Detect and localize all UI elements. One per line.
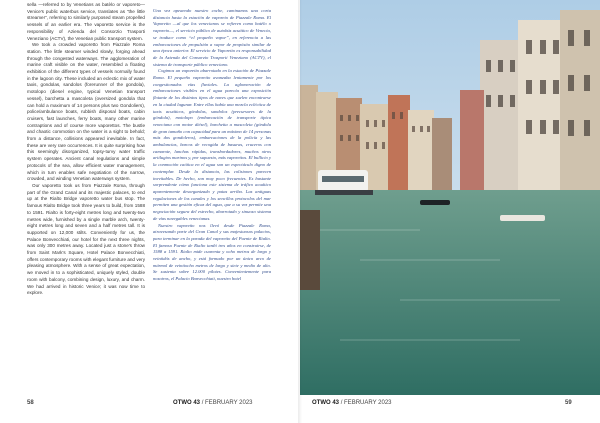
english-paragraph-2: We took a crowded vaporetto from Piazzale Roma station. The little steamer winded slowly, forging ahead through the congested waterways. The agglomeration of marine craft visible on the water, resembled a floating exhibition of the different types of vessels normally found in the lagoon city. These included an eclectic mix of water taxis, gondolas, sandolos (forerunner of the gondola), motolopo (diesel engine, typical Venetian transport vessel), barchetta a mascoleta (oversized gondola that can hold a maximum of 14 persons plus two Gondoliers), police/ambulance boats, rubbish disposal boats, cabin cruisers, fast launches, ferry boats, many other marine contraptions and of course more vaporettos. The bustle and chaotic commotion on the water is a sight to behold; from a distance, collisions appeared inevitable. In fact, these are very rare occurrences. It is quite surprising how this seemingly disorganized, topsy-turvy water traffic system operates. Ancient canal regulations and simple protocols of the sea, allow efficient water management, which in turn enables safe negotiation of the narrow, crowded, and winding Venetian waterways system. — [27, 42, 145, 182]
page-gutter — [298, 0, 302, 423]
spanish-article-column — [153, 8, 271, 368]
english-paragraph-1: sella —referred to by Venetians as batèlo or vaporeto— Venice's public waterbus service, translates as “the little streamer”, referring to similarly purposed steam propelled vessels of an earlier era. The vaporetto service is the responsibility of Azienda del Consorzio Trasporti Veneziano (ACTV), the Venetian public transport system. — [27, 2, 145, 41]
spanish-paragraph-3: Nuestro vaporetto nos llevó desde Piazzale Roma, atravesando parte del Gran Canal y sus majestuosos palacios, para terminar en la parada del vaporetto del Puente de Rialto. El famoso Puente de Rialto tardó tres años en construirse, de 1588 a 1591. Rialto mide cuarenta y ocho metros de largo y veintidós de ancho, y está formado por un único arco de mármol de veintiocho metros de largo y siete y medio de alto. Se sustenta sobre 12.000 pilotes. Convenientemente para nosotros, el Palacio Bonvecchiati, nuestro hotel — [153, 222, 271, 282]
english-article-column — [27, 2, 145, 411]
spanish-paragraph-2: Cogimos un vaporetto abarrotado en la estación de Piazzale Roma. El pequeño vaporetto avanzaba lentamente por los congestionados vías fluviales. La aglomeración de embarcaciones visibles en el agua parecía una exposición flotante de los distintos tipos de naves que suelen encontrarse en la ciudad lagunar. Entre ellas había una mezcla ecléctica de taxis acuáticos, góndolas, sandolos (precursores de la góndola), motolopo (embarcación de transporte típica veneciana con motor diésel), barchetta a mascoleta (góndola de gran tamaño con capacidad para un máximo de 14 personas más dos gondoleros), embarcaciones de la policía y las ambulancias, barcos de recogida de basuras, cruceros con camarote, lanchas rápidas, transbordadores, muchos otros artilugios marinos y, por supuesto, más vaporettos. El bullicio y la conmoción caótica en el agua son un espectáculo digno de contemplar. Desde la distancia, las colisiones parecen inevitables. De hecho, son muy poco frecuentes. Es bastante sorprendente cómo funciona este sistema de tráfico acuático aparentemente desorganizado y patas arriba. Las antiguas regulaciones de los canales y los sencillos protocolos del mar permiten una gestión eficaz del agua, que a su vez permite una negociación segura del estrecho, abarrotado y sinuoso sistema de vías navegables venecianas. — [153, 68, 271, 221]
spanish-paragraph-1: Una vez apeaendo nuestro coche, caminamos una corta distancia hasta la estación de vaporeto de Piazzale Roma. El Vaporetto —al que los venecianos se refieren como batèlo o vaporeto—, el servicio público de autobús acuático de Venecia, se traduce como “el pequeño vapor”, en referencia a las embarcaciones de propulsión a vapor de propósito similar de una época anterior. El servicio de Vaporetto es responsabilidad de la Azienda del Consorzio Trasporti Veneziano (ACTV), el sistema de transporte público veneciano. — [153, 8, 271, 67]
page-number-left: 58 — [27, 400, 34, 406]
footer-right-issue: / FEBRUARY 2023 — [340, 400, 392, 406]
page-number-right: 59 — [565, 400, 572, 406]
footer-right-magazine: OTWO 43 — [312, 400, 340, 406]
footer-left-magazine: OTWO 43 — [173, 400, 201, 406]
footer-left — [173, 400, 253, 406]
venice-grand-canal-photo — [300, 0, 600, 395]
footer-right — [312, 400, 392, 406]
footer-left-issue: / FEBRUARY 2023 — [201, 400, 253, 406]
english-paragraph-3: Our vaporetto took us from Piazzale Roma, through part of the Grand Canal and its majestic palaces, to end up at the Rialto Bridge vaporetto water bus stop. The famous Rialto Bridge took three years to build, from 1588 to 1591. Rialto is forty-eight metres long and twenty-two metres wide, furnished by a single marble arch, twenty-eight metres long and seven and a half metres tall. It is supported on 12,000 stilts. Conveniently for us, the Palace Bonvecchiati, our hotel for the next three nights, was only 300 metres away. Located just a stone's throw from Saint Mark's Square, Hotel Palace Bonvecchiati, offers contemporary rooms with elegant furniture and very pleasing atmosphere. With a sense of great expectation, we moved in to a sophisticated, uniquely styled, double room with balcony, combining design, luxury, and charm. We had arrived in historic Venice; it was now time to explore. — [27, 182, 145, 296]
